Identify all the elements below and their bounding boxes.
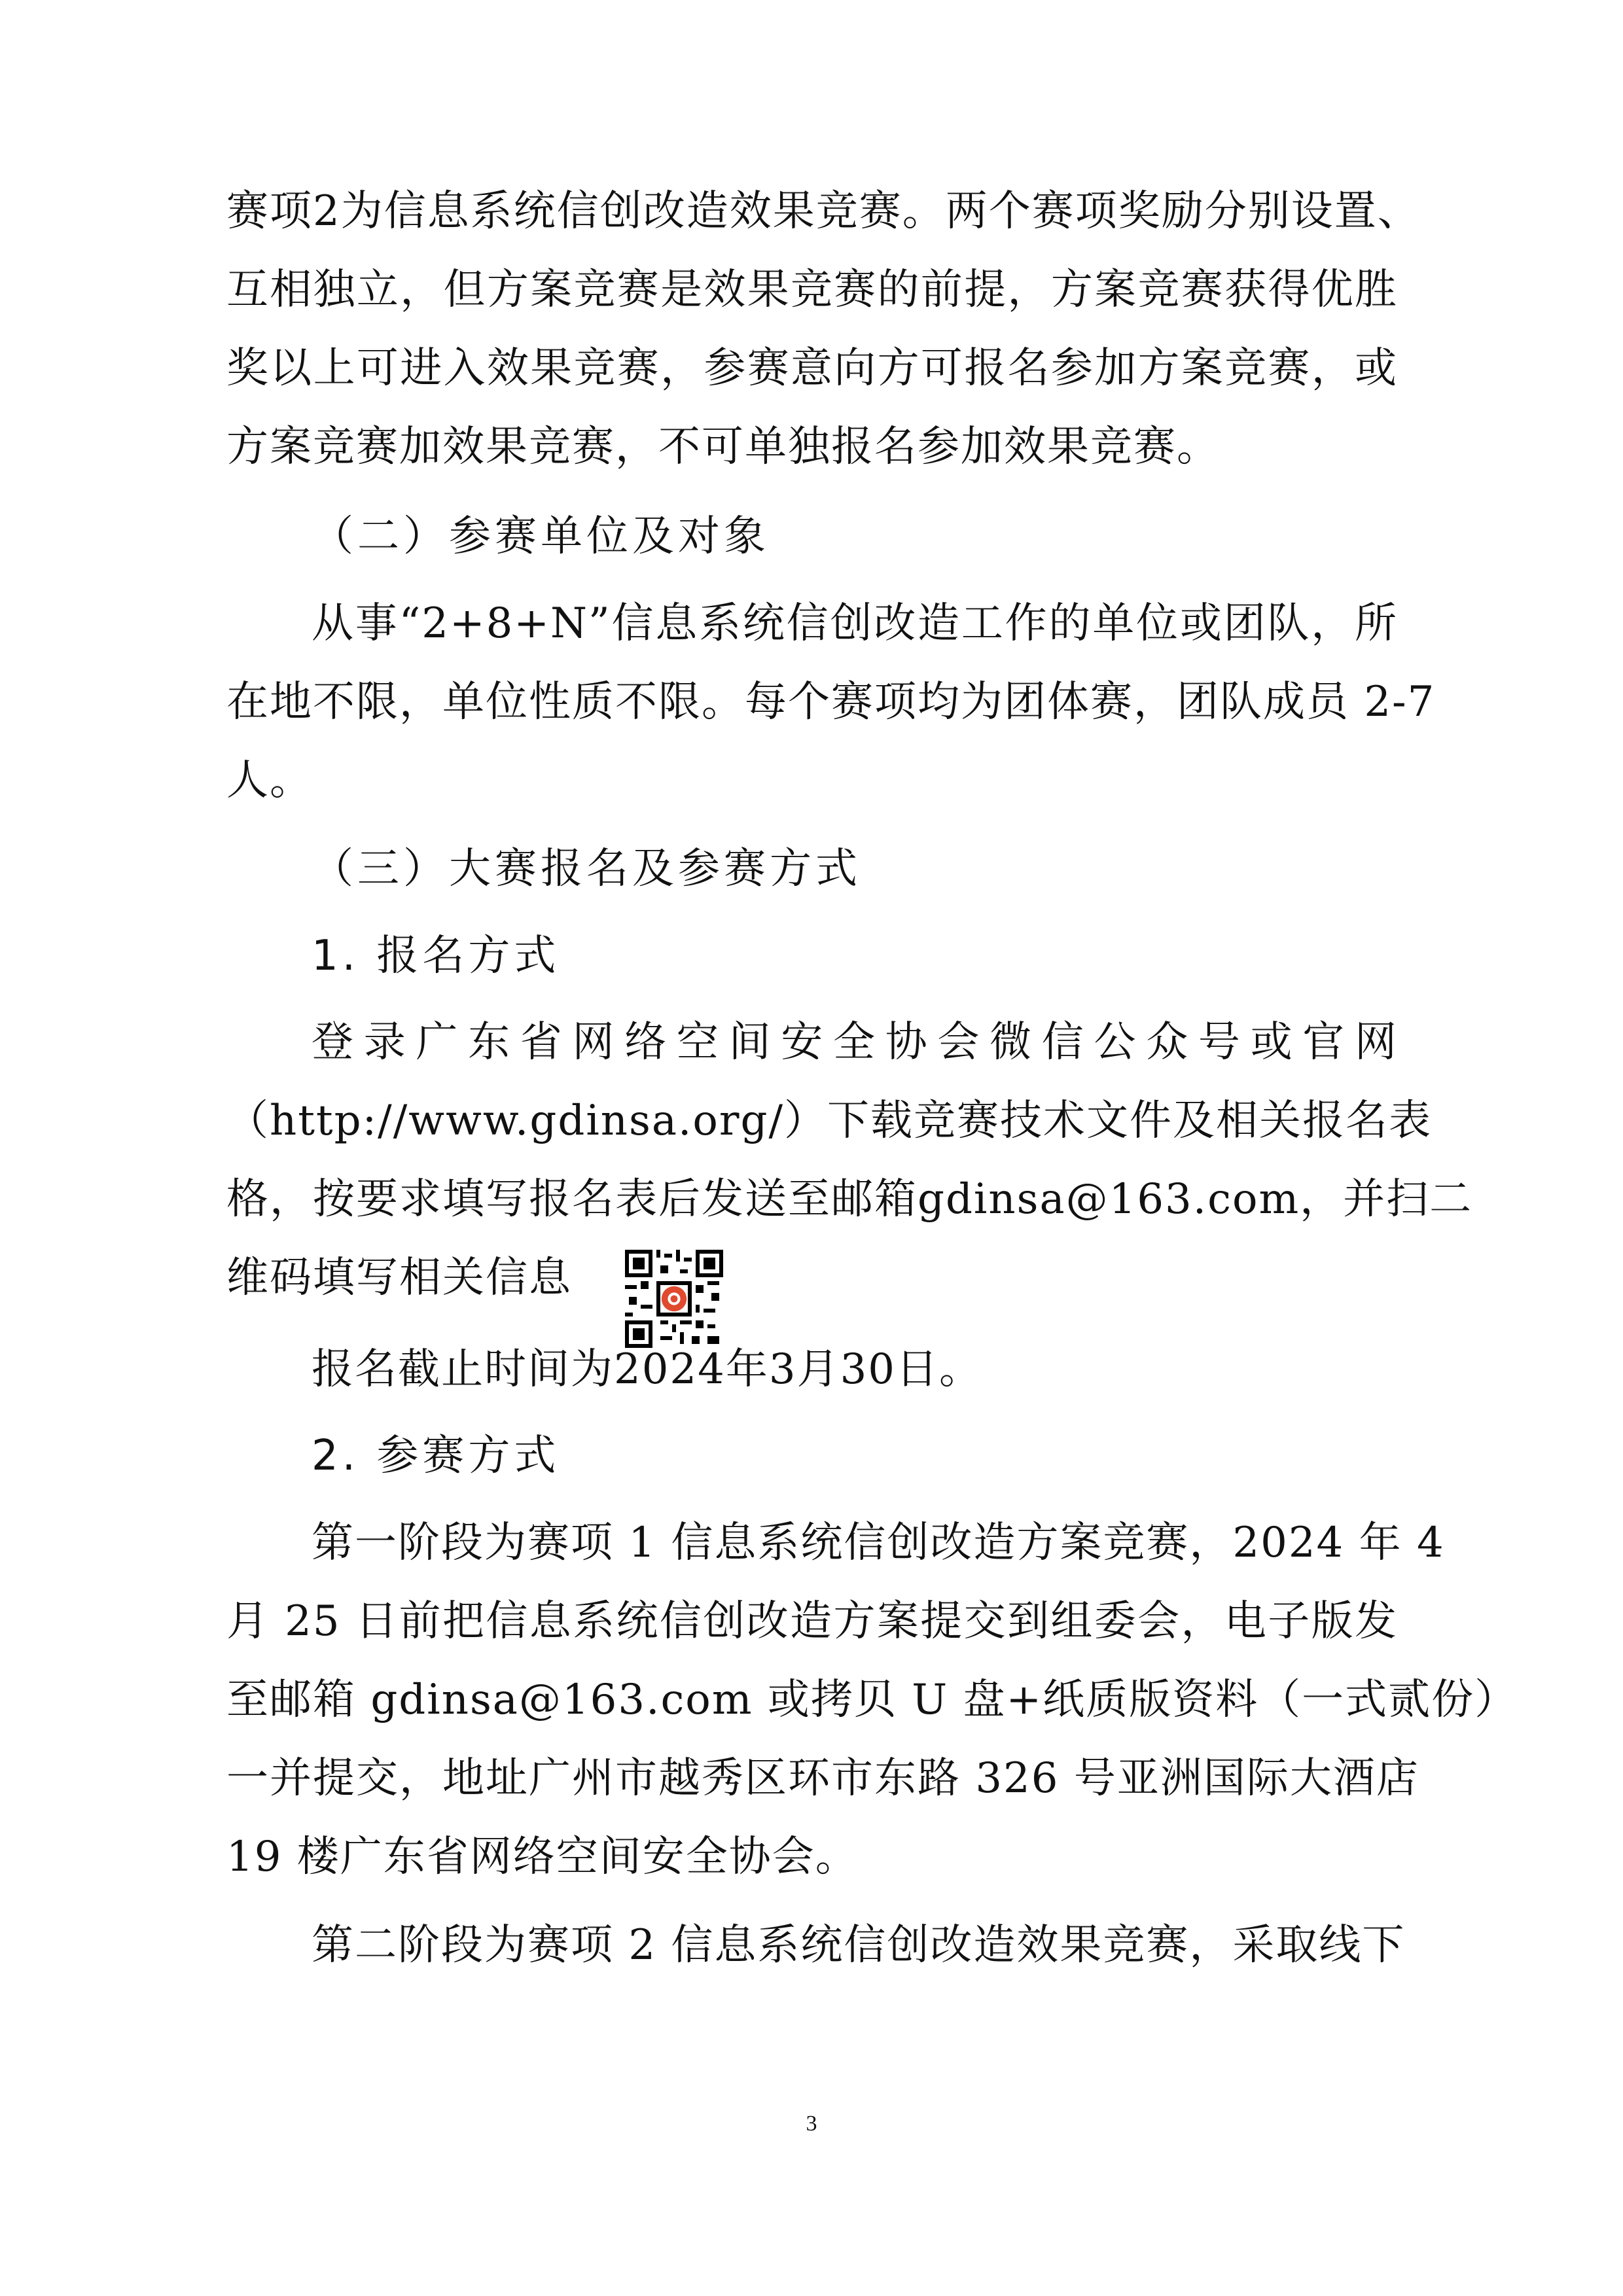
page-number: 3 [806,2111,817,2136]
section-heading-2: （二）参赛单位及对象 [312,512,770,561]
paragraph-line: 登录广东省网络空间安全协会微信公众号或官网 [312,1018,1398,1067]
paragraph-line: 第一阶段为赛项 1 信息系统信创改造方案竞赛，2024 年 4 [312,1519,1445,1567]
registration-deadline: 报名截止时间为2024年3月30日。 [312,1345,983,1394]
subheading-registration-method: 1. 报名方式 [312,932,560,980]
paragraph-line: （http://www.gdinsa.org/）下载竞赛技术文件及相关报名表 [226,1097,1433,1145]
paragraph-line: 人。 [226,756,313,805]
paragraph-line: 从事“2+8+N”信息系统信创改造工作的单位或团队，所 [312,599,1398,648]
paragraph-line: 方案竞赛加效果竞赛，不可单独报名参加效果竞赛。 [226,423,1220,471]
paragraph-line: 在地不限，单位性质不限。每个赛项均为团体赛，团队成员 2-7 [226,678,1436,726]
paragraph-line: 格，按要求填写报名表后发送至邮箱gdinsa@163.com，并扫二 [226,1175,1473,1224]
paragraph-line: 赛项2为信息系统信创改造效果竞赛。两个赛项奖励分别设置、 [226,187,1421,236]
paragraph-line: 19 楼广东省网络空间安全协会。 [226,1833,859,1881]
paragraph-line: 维码填写相关信息 [226,1254,572,1302]
paragraph-line: 月 25 日前把信息系统信创改造方案提交到组委会，电子版发 [226,1597,1398,1646]
paragraph-line: 一并提交，地址广州市越秀区环市东路 326 号亚洲国际大酒店 [226,1754,1419,1803]
qr-code-icon [625,1250,723,1348]
subheading-participation-method: 2. 参赛方式 [312,1432,560,1480]
paragraph-line: 第二阶段为赛项 2 信息系统信创改造效果竞赛，采取线下 [312,1921,1406,1969]
paragraph-line: 互相独立，但方案竞赛是效果竞赛的前提，方案竞赛获得优胜 [226,266,1398,314]
paragraph-line: 至邮箱 gdinsa@163.com 或拷贝 U 盘+纸质版资料（一式贰份） [226,1676,1518,1724]
section-heading-3: （三）大赛报名及参赛方式 [312,845,861,893]
paragraph-line: 奖以上可进入效果竞赛，参赛意向方可报名参加方案竞赛，或 [226,344,1398,393]
